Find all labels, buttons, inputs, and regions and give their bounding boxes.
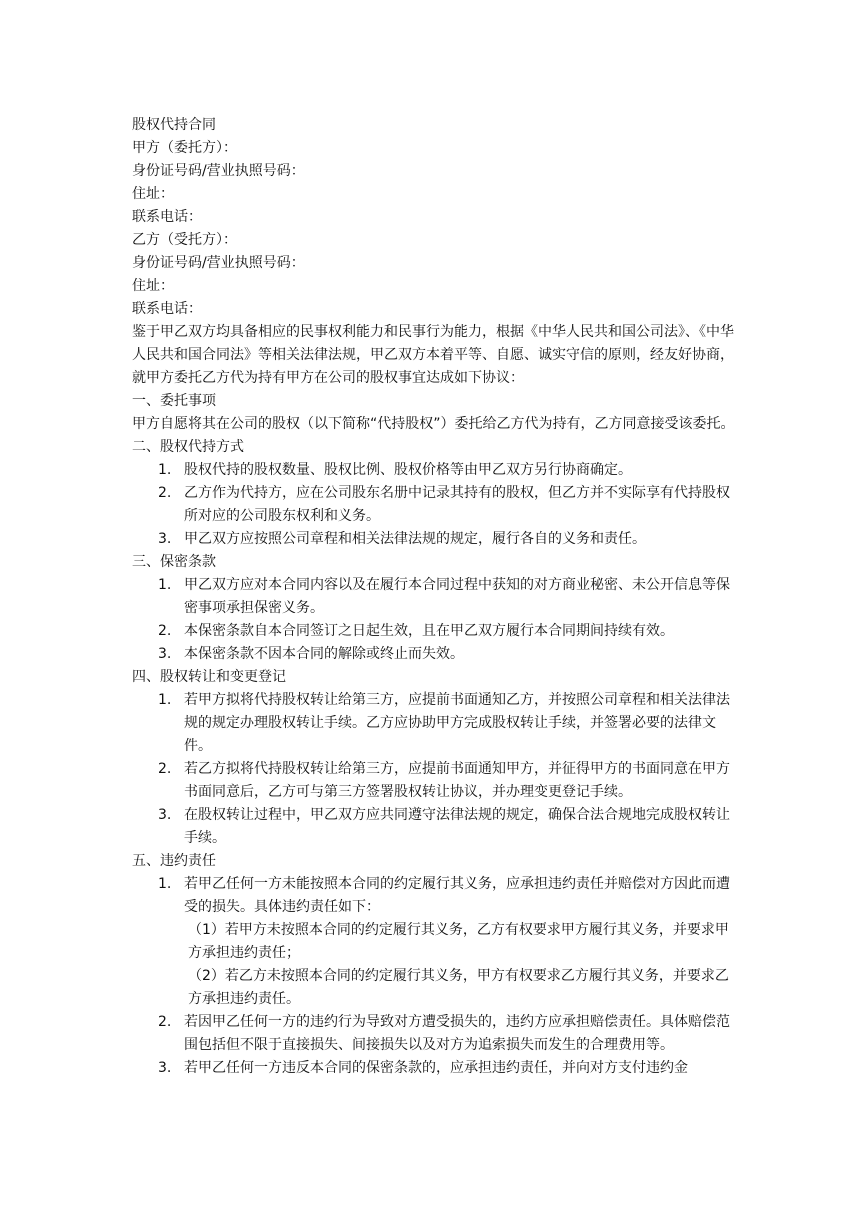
section-heading: 五、违约责任	[132, 853, 216, 869]
list-item-text: 本保密条款不因本合同的解除或终止而失效。	[184, 646, 464, 662]
list-item	[132, 1011, 738, 1057]
list-item	[132, 1057, 738, 1080]
numbered-list	[132, 689, 738, 850]
numbered-list	[132, 574, 738, 666]
list-item-number: 1.	[158, 577, 172, 593]
list-item-number: 2.	[158, 1014, 172, 1030]
sub-clause: （1）若甲方未按照本合同的约定履行其义务，乙方有权要求甲方履行其义务，并要求甲方承担违约责任；	[188, 922, 729, 961]
list-item-text: 若甲乙任何一方未能按照本合同的约定履行其义务，应承担违约责任并赔偿对方因此而遭受的损失。具体违约责任如下：	[184, 876, 730, 915]
list-item-text: 在股权转让过程中，甲乙双方应共同遵守法律法规的规定，确保合法合规地完成股权转让手续。	[184, 807, 730, 846]
list-item	[132, 758, 738, 804]
list-item-text: 若甲方拟将代持股权转让给第三方，应提前书面通知乙方，并按照公司章程和相关法律法规的规定办理股权转让手续。乙方应协助甲方完成股权转让手续，并签署必要的法律文件。	[184, 692, 730, 754]
list-item	[132, 482, 738, 528]
list-item	[132, 643, 738, 666]
section-heading: 二、股权代持方式	[132, 439, 244, 455]
list-item-text: 若乙方拟将代持股权转让给第三方，应提前书面通知甲方，并征得甲方的书面同意在甲方书面同意后，乙方可与第三方签署股权转让协议，并办理变更登记手续。	[184, 761, 730, 800]
party-a-phone-label: 联系电话：	[132, 209, 202, 225]
section-heading: 一、委托事项	[132, 393, 216, 409]
list-item	[132, 528, 738, 551]
list-item-text: 甲乙双方应对本合同内容以及在履行本合同过程中获知的对方商业秘密、未公开信息等保密事项承担保密义务。	[184, 577, 730, 616]
list-item-number: 3.	[158, 807, 172, 823]
numbered-list	[132, 459, 738, 551]
list-item-number: 3.	[158, 531, 172, 547]
list-item-number: 2.	[158, 485, 172, 501]
party-b-phone-label: 联系电话：	[132, 301, 202, 317]
numbered-list	[132, 873, 738, 1080]
list-item-text: 本保密条款自本合同签订之日起生效，且在甲乙双方履行本合同期间持续有效。	[184, 623, 674, 639]
list-item-number: 1.	[158, 692, 172, 708]
list-item-text: 若因甲乙任何一方的违约行为导致对方遭受损失的，违约方应承担赔偿责任。具体赔偿范围包括但不限于直接损失、间接损失以及对方为追索损失而发生的合理费用等。	[184, 1014, 730, 1053]
list-item-number: 3.	[158, 646, 172, 662]
list-item-number: 1.	[158, 462, 172, 478]
list-item	[132, 689, 738, 758]
section-heading: 三、保密条款	[132, 554, 216, 570]
list-item-text: 若甲乙任何一方违反本合同的保密条款的，应承担违约责任，并向对方支付违约金	[184, 1060, 688, 1076]
document-title: 股权代持合同	[132, 117, 216, 133]
list-item-text: 甲乙双方应按照公司章程和相关法律法规的规定，履行各自的义务和责任。	[184, 531, 646, 547]
section-heading: 四、股权转让和变更登记	[132, 669, 286, 685]
sub-clause: （2）若乙方未按照本合同的约定履行其义务，甲方有权要求乙方履行其义务，并要求乙方承担违约责任。	[188, 968, 729, 1007]
list-item	[132, 574, 738, 620]
preamble: 鉴于甲乙双方均具备相应的民事权利能力和民事行为能力，根据《中华人民共和国公司法》、《中华人民共和国合同法》等相关法律法规，甲乙双方本着平等、自愿、诚实守信的原则，经友好协商，就甲方委托乙方代为持有甲方在公司的股权事宜达成如下协议：	[132, 324, 734, 386]
party-b-address-label: 住址：	[132, 278, 174, 294]
list-item-text: 乙方作为代持方，应在公司股东名册中记录其持有的股权，但乙方并不实际享有代持股权所对应的公司股东权利和义务。	[184, 485, 730, 524]
list-item	[132, 459, 738, 482]
party-b-name-label: 乙方（受托方）：	[132, 232, 237, 248]
list-item	[132, 804, 738, 850]
list-item-number: 3.	[158, 1060, 172, 1076]
list-item	[132, 873, 738, 1011]
list-item-text: 股权代持的股权数量、股权比例、股权价格等由甲乙双方另行协商确定。	[184, 462, 632, 478]
document-body	[132, 114, 738, 1080]
list-item	[132, 620, 738, 643]
list-item-number: 1.	[158, 876, 172, 892]
party-a-id-label: 身份证号码/营业执照号码：	[132, 163, 305, 179]
list-item-number: 2.	[158, 761, 172, 777]
section-body: 甲方自愿将其在公司的股权（以下简称“代持股权”）委托给乙方代为持有，乙方同意接受该委托。	[132, 416, 735, 432]
party-a-name-label: 甲方（委托方）：	[132, 140, 237, 156]
party-a-address-label: 住址：	[132, 186, 174, 202]
list-item-number: 2.	[158, 623, 172, 639]
party-b-id-label: 身份证号码/营业执照号码：	[132, 255, 305, 271]
